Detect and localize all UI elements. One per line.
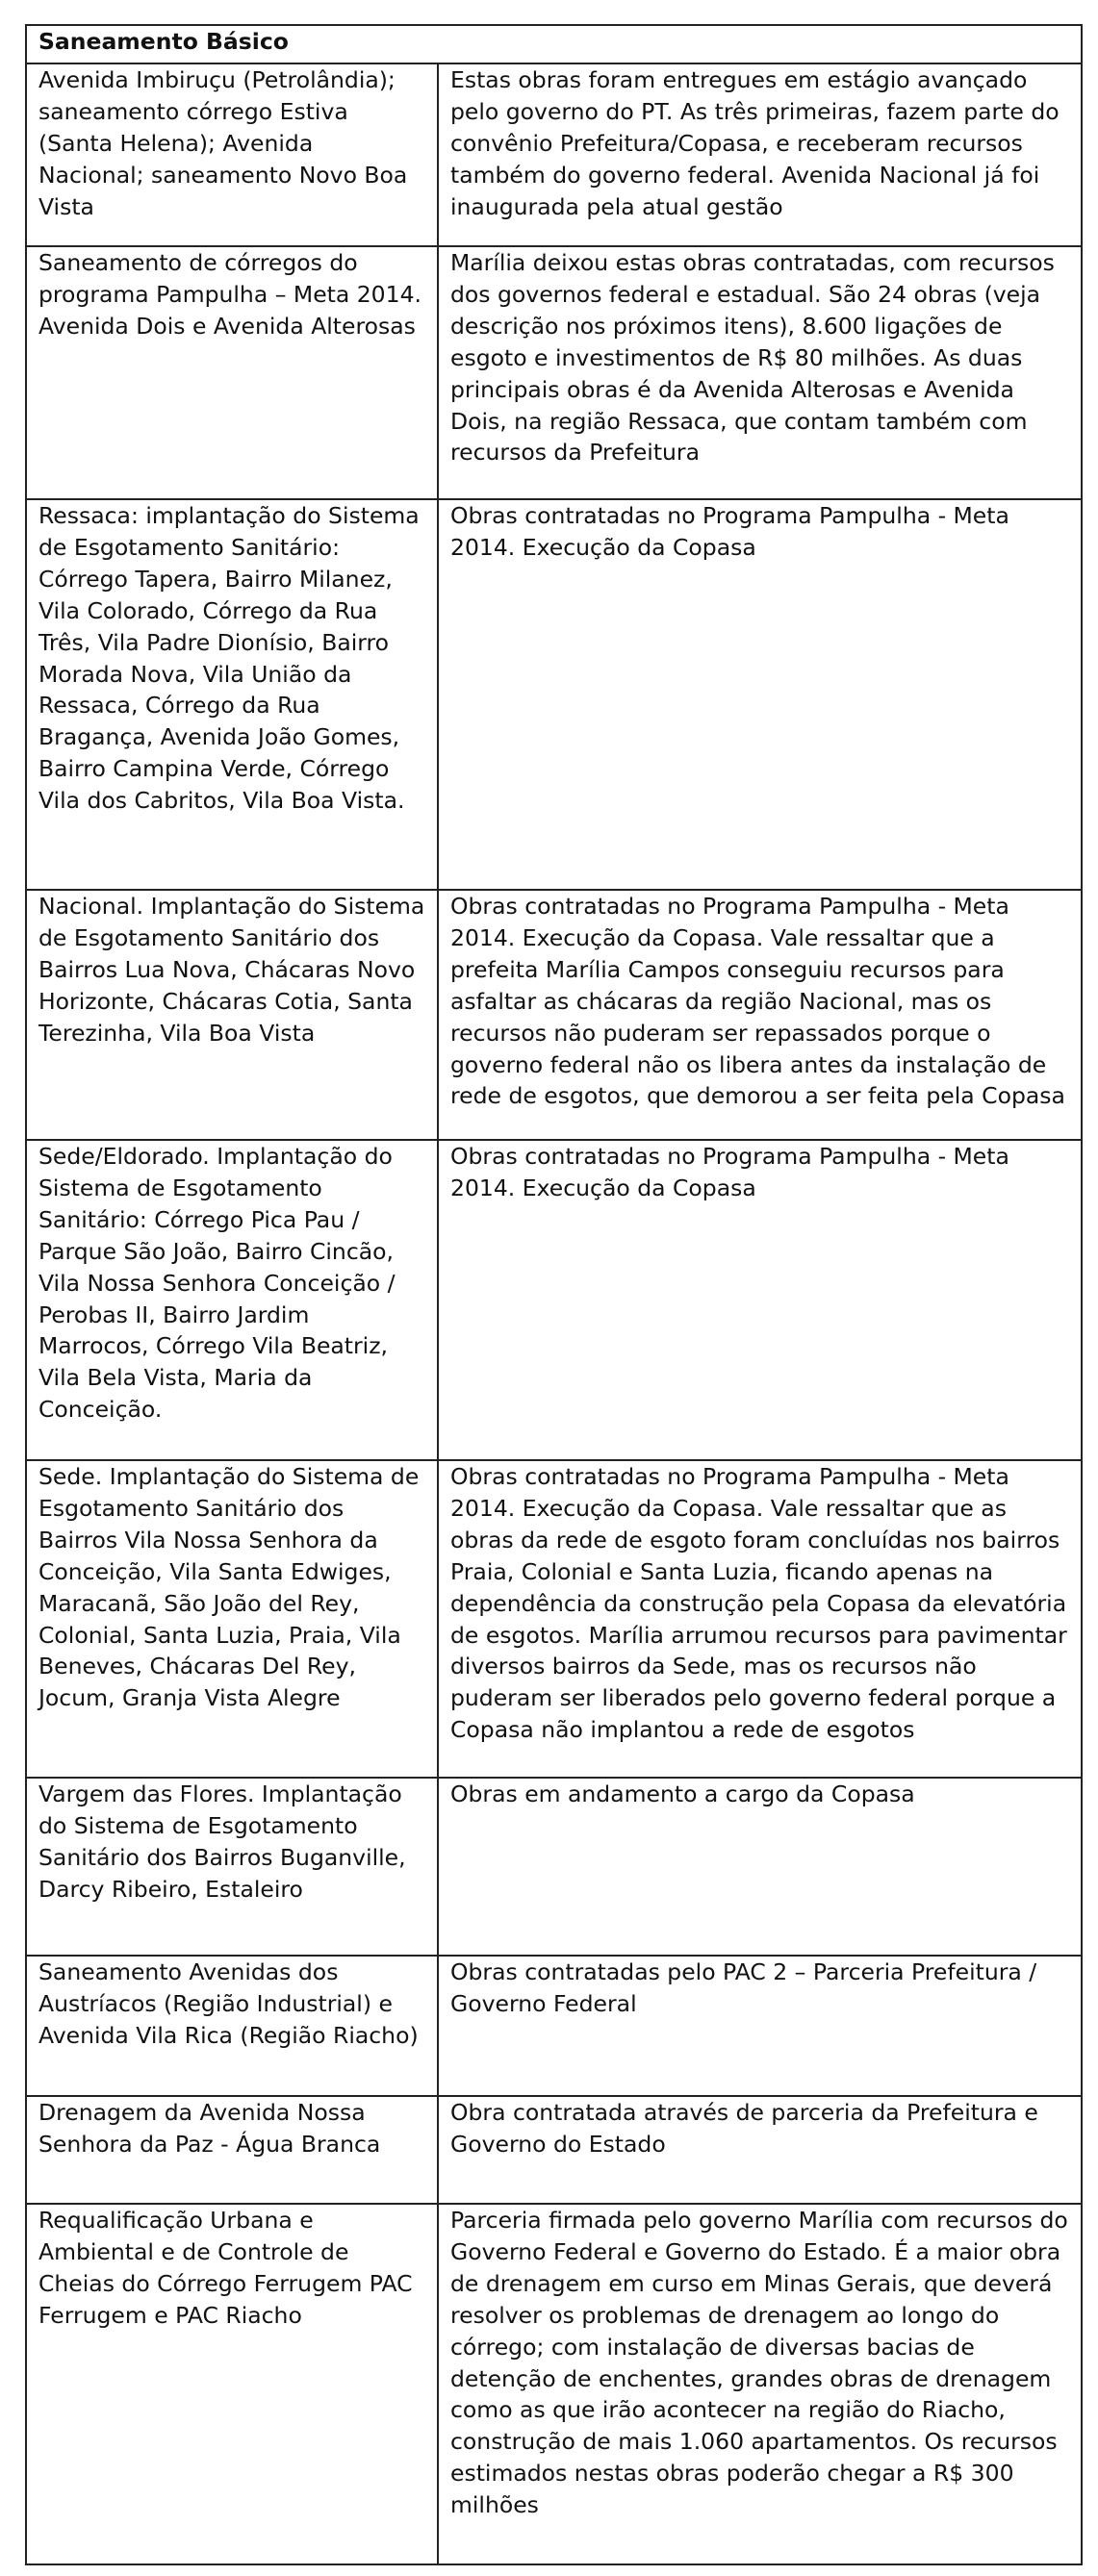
note-cell: Obra contratada através de parceria da Prefeitura e Governo do Estado <box>438 2096 1082 2204</box>
table-row <box>26 499 1082 890</box>
table-row <box>26 2096 1082 2204</box>
table-row <box>26 1140 1082 1460</box>
table-row <box>26 246 1082 499</box>
work-cell: Vargem das Flores. Implantação do Sistema de Esgotamento Sanitário dos Bairros Buganville, Darcy Ribeiro, Estaleiro <box>26 1778 438 1956</box>
note-cell: Obras contratadas no Programa Pampulha - Meta 2014. Execução da Copasa. Vale ressaltar que as obras da rede de esgoto foram concluídas nos bairros Praia, Colonial e Santa Luzia, ficando apenas na dependência da construção pela Copasa da elevatória de esgotos. Marília arrumou recursos para pavimentar diversos bairros da Sede, mas os recursos não puderam ser liberados pelo governo federal porque a Copasa não implantou a rede de esgotos <box>438 1460 1082 1778</box>
note-cell: Obras contratadas pelo PAC 2 – Parceria Prefeitura / Governo Federal <box>438 1956 1082 2096</box>
saneamento-table <box>25 24 1083 2565</box>
table-header-row <box>26 25 1082 63</box>
work-cell: Saneamento de córregos do programa Pampulha – Meta 2014. Avenida Dois e Avenida Alterosas <box>26 246 438 499</box>
work-cell: Requalificação Urbana e Ambiental e de Controle de Cheias do Córrego Ferrugem PAC Ferrugem e PAC Riacho <box>26 2204 438 2564</box>
work-cell: Sede/Eldorado. Implantação do Sistema de Esgotamento Sanitário: Córrego Pica Pau / Parque São João, Bairro Cincão, Vila Nossa Senhora Conceição / Perobas II, Bairro Jardim Marrocos, Córrego Vila Beatriz, Vila Bela Vista, Maria da Conceição. <box>26 1140 438 1460</box>
work-cell: Ressaca: implantação do Sistema de Esgotamento Sanitário: Córrego Tapera, Bairro Milanez, Vila Colorado, Córrego da Rua Três, Vila Padre Dionísio, Bairro Morada Nova, Vila União da Ressaca, Córrego da Rua Bragança, Avenida João Gomes, Bairro Campina Verde, Córrego Vila dos Cabritos, Vila Boa Vista. <box>26 499 438 890</box>
table-row <box>26 1460 1082 1778</box>
note-cell: Obras em andamento a cargo da Copasa <box>438 1778 1082 1956</box>
work-cell: Avenida Imbiruçu (Petrolândia); saneamento córrego Estiva (Santa Helena); Avenida Nacional; saneamento Novo Boa Vista <box>26 63 438 246</box>
table-row <box>26 1778 1082 1956</box>
table-title: Saneamento Básico <box>26 25 1082 63</box>
work-cell: Saneamento Avenidas dos Austríacos (Região Industrial) e Avenida Vila Rica (Região Riacho) <box>26 1956 438 2096</box>
table-row <box>26 63 1082 246</box>
table-row <box>26 1956 1082 2096</box>
note-cell: Obras contratadas no Programa Pampulha - Meta 2014. Execução da Copasa <box>438 499 1082 890</box>
work-cell: Nacional. Implantação do Sistema de Esgotamento Sanitário dos Bairros Lua Nova, Chácaras Novo Horizonte, Chácaras Cotia, Santa Terezinha, Vila Boa Vista <box>26 890 438 1140</box>
note-cell: Obras contratadas no Programa Pampulha - Meta 2014. Execução da Copasa. Vale ressaltar que a prefeita Marília Campos conseguiu recursos para asfaltar as chácaras da região Nacional, mas os recursos não puderam ser repassados porque o governo federal não os libera antes da instalação de rede de esgotos, que demorou a ser feita pela Copasa <box>438 890 1082 1140</box>
note-cell: Marília deixou estas obras contratadas, com recursos dos governos federal e estadual. São 24 obras (veja descrição nos próximos itens), 8.600 ligações de esgoto e investimentos de R$ 80 milhões. As duas principais obras é da Avenida Alterosas e Avenida Dois, na região Ressaca, que contam também com recursos da Prefeitura <box>438 246 1082 499</box>
work-cell: Sede. Implantação do Sistema de Esgotamento Sanitário dos Bairros Vila Nossa Senhora da Conceição, Vila Santa Edwiges, Maracanã, São João del Rey, Colonial, Santa Luzia, Praia, Vila Beneves, Chácaras Del Rey, Jocum, Granja Vista Alegre <box>26 1460 438 1778</box>
table-row <box>26 2204 1082 2564</box>
note-cell: Obras contratadas no Programa Pampulha - Meta 2014. Execução da Copasa <box>438 1140 1082 1460</box>
work-cell: Drenagem da Avenida Nossa Senhora da Paz - Água Branca <box>26 2096 438 2204</box>
note-cell: Parceria firmada pelo governo Marília com recursos do Governo Federal e Governo do Estado. É a maior obra de drenagem em curso em Minas Gerais, que deverá resolver os problemas de drenagem ao longo do córrego; com instalação de diversas bacias de detenção de enchentes, grandes obras de drenagem como as que irão acontecer na região do Riacho, construção de mais 1.060 apartamentos. Os recursos estimados nestas obras poderão chegar a R$ 300 milhões <box>438 2204 1082 2564</box>
table-row <box>26 890 1082 1140</box>
note-cell: Estas obras foram entregues em estágio avançado pelo governo do PT. As três primeiras, fazem parte do convênio Prefeitura/Copasa, e receberam recursos também do governo federal. Avenida Nacional já foi inaugurada pela atual gestão <box>438 63 1082 246</box>
